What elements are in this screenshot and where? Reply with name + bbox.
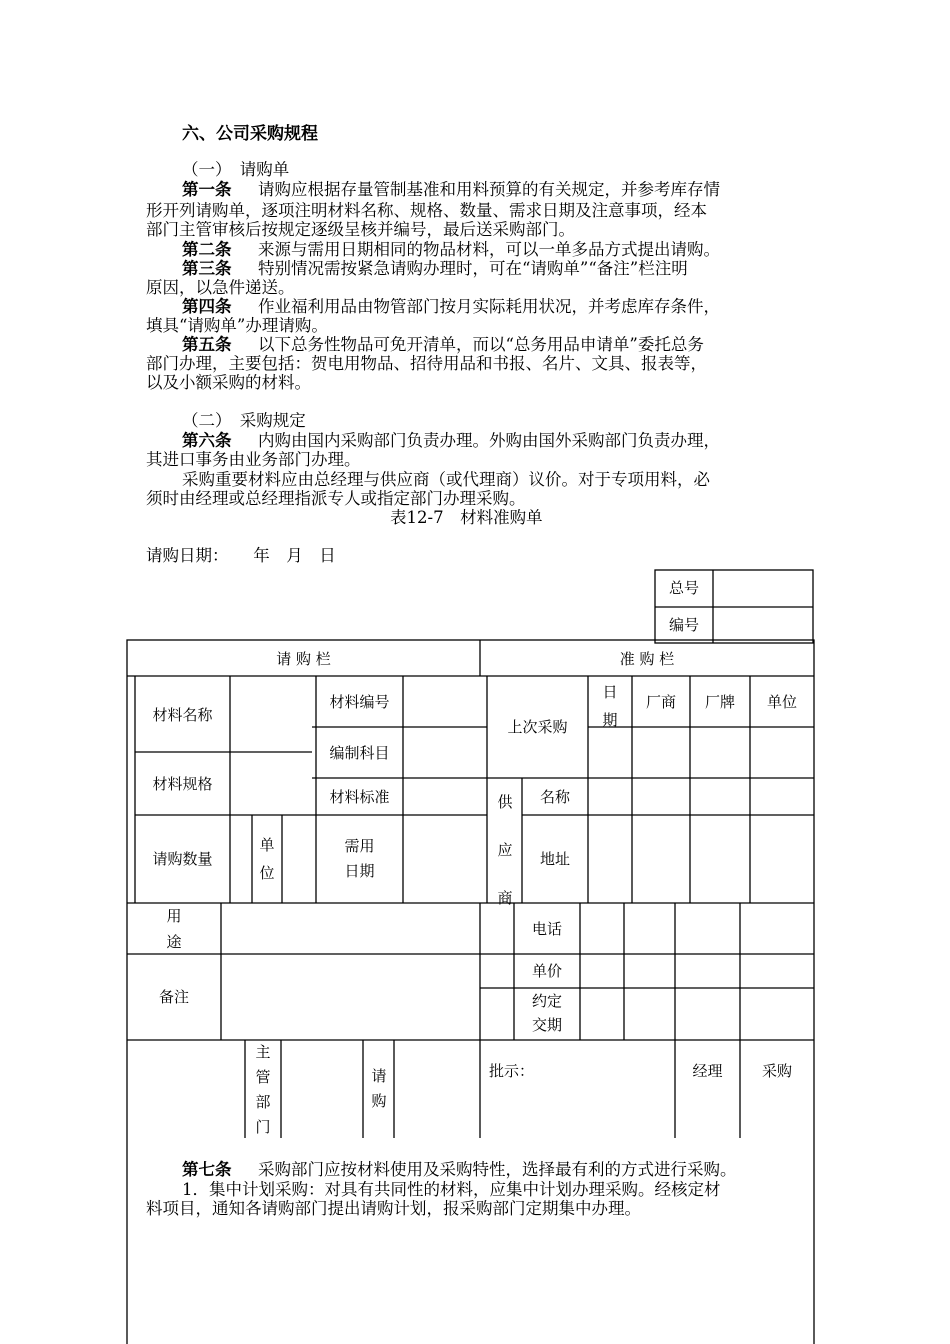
usage-label: 用途 <box>166 907 182 951</box>
table-caption: 表12-7 材料准购单 <box>390 508 543 527</box>
total-number-label: 总号 <box>668 579 699 597</box>
manufacturer-label: 厂商 <box>645 693 676 711</box>
article-5-line-2: 部门办理，主要包括：贺电用物品、招待用品和书报、名片、文具、报表等， <box>146 354 707 373</box>
quantity-unit-label: 单位 <box>259 836 275 882</box>
article-3-line-1: 特别情况需按紧急请购办理时，可在“请购单”“备注”栏注明 <box>258 259 688 278</box>
approve-section-header: 准 购 栏 <box>619 650 675 668</box>
supplier-label: 供应商 <box>497 793 513 907</box>
article-6-para-2-line-1: 采购重要材料应由总经理与供应商（或代理商）议价。对于专项用料，必 <box>182 470 710 489</box>
material-standard-label: 材料标准 <box>329 788 390 806</box>
article-6-para-2-line-2: 须时由经理或总经理指派专人或指定部门办理采购。 <box>146 489 526 508</box>
request-quantity-label: 请购数量 <box>152 850 213 868</box>
brand-label: 厂牌 <box>704 693 735 711</box>
article-1-line-2: 形开列请购单，逐项注明材料名称、规格、数量、需求日期及注意事项，经本 <box>146 201 707 220</box>
subsection-heading-1: （一） 请购单 <box>182 160 290 179</box>
article-2-line-1: 来源与需用日期相同的物品材料，可以一单多品方式提出请购。 <box>258 240 720 259</box>
article-7-item-1-line-2: 料项目，通知各请购部门提出请购计划，报采购部门定期集中办理。 <box>146 1199 641 1218</box>
requester-label: 请购 <box>371 1067 387 1110</box>
serial-number-label: 编号 <box>668 616 699 634</box>
article-1-line-1: 请购应根据存量管制基准和用料预算的有关规定，并参考库存情 <box>258 180 720 199</box>
account-subject-label: 编制科目 <box>329 744 390 762</box>
last-purchase-label: 上次采购 <box>507 718 568 736</box>
article-6-line-2: 其进口事务由业务部门办理。 <box>146 450 361 469</box>
material-code-label: 材料编号 <box>329 693 390 711</box>
article-5-line-1: 以下总务性物品可免开清单，而以“总务用品申请单”委托总务 <box>258 335 704 354</box>
article-4-label: 第四条 <box>182 297 232 316</box>
article-3-line-2: 原因，以急件递送。 <box>146 278 295 297</box>
article-3-label: 第三条 <box>182 259 232 278</box>
remark-label: 备注 <box>158 988 189 1006</box>
material-name-label: 材料名称 <box>152 706 213 724</box>
unit-price-label: 单价 <box>531 962 562 980</box>
unit-label: 单位 <box>766 693 797 711</box>
article-2-label: 第二条 <box>182 240 232 259</box>
material-spec-label: 材料规格 <box>152 775 213 793</box>
article-7-label: 第七条 <box>182 1160 232 1179</box>
supplier-name-label: 名称 <box>539 788 570 806</box>
instruction-label: 批示： <box>489 1062 535 1080</box>
subsection-heading-2: （二） 采购规定 <box>182 411 306 430</box>
manager-label: 经理 <box>692 1062 723 1080</box>
article-4-line-1: 作业福利用品由物管部门按月实际耗用状况，并考虑库存条件， <box>258 297 720 316</box>
article-7-item-1-line-1: 1．集中计划采购：对具有共同性的材料，应集中计划办理采购。经核定材 <box>182 1180 721 1199</box>
agreed-delivery-label-1: 约定 <box>531 992 562 1010</box>
supplier-address-label: 地址 <box>539 850 570 868</box>
section-title: 六、公司采购规程 <box>182 124 318 144</box>
article-4-line-2: 填具“请购单”办理请购。 <box>146 316 328 335</box>
article-1-label: 第一条 <box>182 180 232 199</box>
article-1-line-3: 部门主管审核后按规定逐级呈核并编号，最后送采购部门。 <box>146 220 575 239</box>
need-date-label-1: 需用 <box>344 837 375 855</box>
article-6-label: 第六条 <box>182 431 232 450</box>
phone-label: 电话 <box>531 920 562 938</box>
request-section-header: 请 购 栏 <box>276 650 331 668</box>
date-label: 日期 <box>602 683 618 729</box>
article-6-line-1: 内购由国内采购部门负责办理。外购由国外采购部门负责办理， <box>258 431 720 450</box>
need-date-label-2: 日期 <box>344 862 375 880</box>
article-7-line-1: 采购部门应按材料使用及采购特性，选择最有利的方式进行采购。 <box>258 1160 737 1179</box>
agreed-delivery-label-2: 交期 <box>531 1016 562 1034</box>
supervisor-department-label: 主管部门 <box>255 1043 271 1136</box>
request-date-line: 请购日期： 年 月 日 <box>146 546 336 565</box>
article-5-label: 第五条 <box>182 335 232 354</box>
article-5-line-3: 以及小额采购的材料。 <box>146 373 311 392</box>
purchasing-label: 采购 <box>761 1062 792 1080</box>
